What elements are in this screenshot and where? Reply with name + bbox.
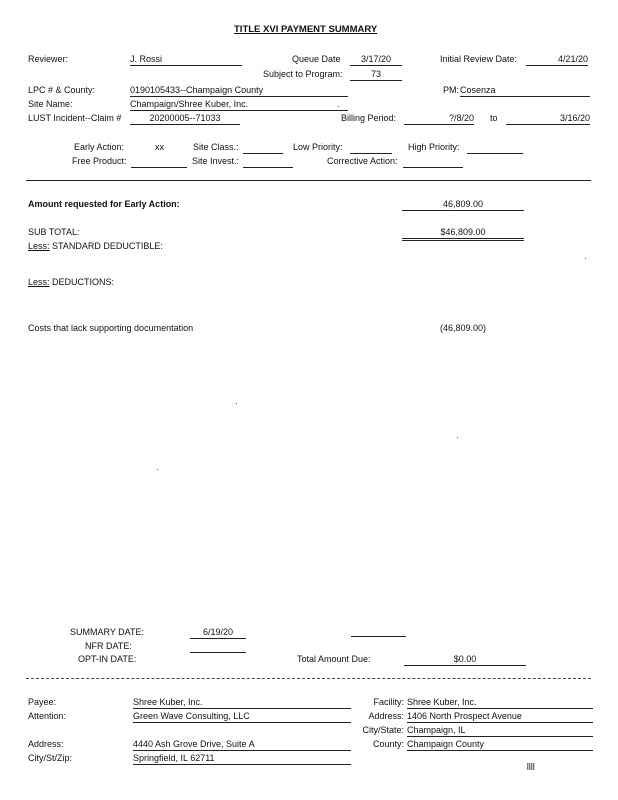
high-priority-label: High Priority: [408,142,460,152]
site-class-value [243,142,283,154]
attention-label: Attention: [28,711,67,721]
scan-mark [527,763,535,770]
early-action-label: Early Action: [74,142,125,152]
facility-city-value: Champaign, IL [407,725,593,737]
low-priority-field [350,142,392,154]
site-invest-label: Site Invest.: [192,156,240,166]
attention-value: Green Wave Consulting, LLC [133,711,351,723]
subtotal-label: SUB TOTAL: [28,227,80,237]
billing-to-value: 3/16/20 [506,113,590,125]
requested-label: Amount requested for Early Action: [28,199,180,209]
costs-value: (46,809.00) [440,323,487,333]
low-priority-label: Low Priority: [293,142,343,152]
scan-speck [338,106,339,107]
summary-date-value: 6/19/20 [190,627,246,639]
site-invest-field [243,156,293,168]
subject-program-label: Subject to Program: [263,69,343,79]
summary-date-label: SUMMARY DATE: [70,627,145,637]
total-due-label: Total Amount Due: [297,654,371,664]
lpc-label: LPC # & County: [28,85,96,95]
free-product-label: Free Product: [72,156,127,166]
initial-review-value: 4/21/20 [526,54,588,66]
deductions-row [28,277,114,288]
payee-address-value: 4440 Ash Grove Drive, Suite A [133,739,351,751]
site-name-label: Site Name: [28,99,73,109]
corrective-action-label: Corrective Action: [327,156,398,166]
reviewer-value: J. Rossi [130,54,242,66]
queue-date-label: Queue Date [292,54,341,64]
facility-county-label: County: [372,739,404,749]
costs-label: Costs that lack supporting documentation [28,323,194,333]
requested-value: 46,809.00 [402,199,524,211]
lust-value: 20200005--71033 [130,113,240,125]
site-class-label: Site Class.: [193,142,239,152]
less-label: Less: [28,241,50,251]
billing-from-value: ?/8/20 [404,113,474,125]
billing-to-label: to [490,113,498,123]
subtotal-value: $46,809.00 [402,227,524,241]
lpc-value: 0190105433--Champaign County [130,85,348,97]
optin-date-label: OPT-IN DATE: [78,654,137,664]
queue-date-value: 3/17/20 [350,54,402,66]
free-product-field [131,156,187,168]
nfr-date-field [190,641,246,653]
early-action-value: xx [155,142,164,152]
scan-speck [236,403,237,404]
scan-speck [585,258,586,259]
lust-label: LUST Incident--Claim # [28,113,122,123]
blank-line [351,636,406,637]
pm-label: PM: [443,85,460,95]
facility-label: Facility: [373,697,404,707]
site-name-value: Champaign/Shree Kuber, Inc. [130,99,348,111]
section-divider [26,180,591,181]
deductions-label: DEDUCTIONS: [52,277,115,287]
facility-value: Shree Kuber, Inc. [407,697,593,709]
facility-address-value: 1406 North Prospect Avenue [407,711,593,723]
document-title: TITLE XVI PAYMENT SUMMARY [234,24,378,35]
pm-value: Cosenza [460,85,590,97]
corrective-action-field [403,156,463,168]
payee-address-label: Address: [28,739,64,749]
payee-city-label: City/St/Zip: [28,753,73,763]
high-priority-field [467,142,523,154]
dashed-divider [26,678,591,679]
facility-city-label: City/State: [362,725,404,735]
scan-speck [157,469,158,470]
facility-address-label: Address: [368,711,404,721]
payee-label: Payee: [28,697,57,707]
deductible-row [28,241,163,252]
initial-review-label: Initial Review Date: [440,54,518,64]
total-due-value: $0.00 [404,654,526,666]
less-label: Less: [28,277,50,287]
payee-value: Shree Kuber, Inc. [133,697,351,709]
payee-city-value: Springfield, IL 62711 [133,753,351,765]
scan-speck [457,437,458,438]
reviewer-label: Reviewer: [28,54,69,64]
billing-period-label: Billing Period: [341,113,397,123]
deductible-label: STANDARD DEDUCTIBLE: [52,241,163,251]
nfr-date-label: NFR DATE: [85,641,132,651]
facility-county-value: Champaign County [407,739,593,751]
subject-program-value: 73 [350,69,402,81]
